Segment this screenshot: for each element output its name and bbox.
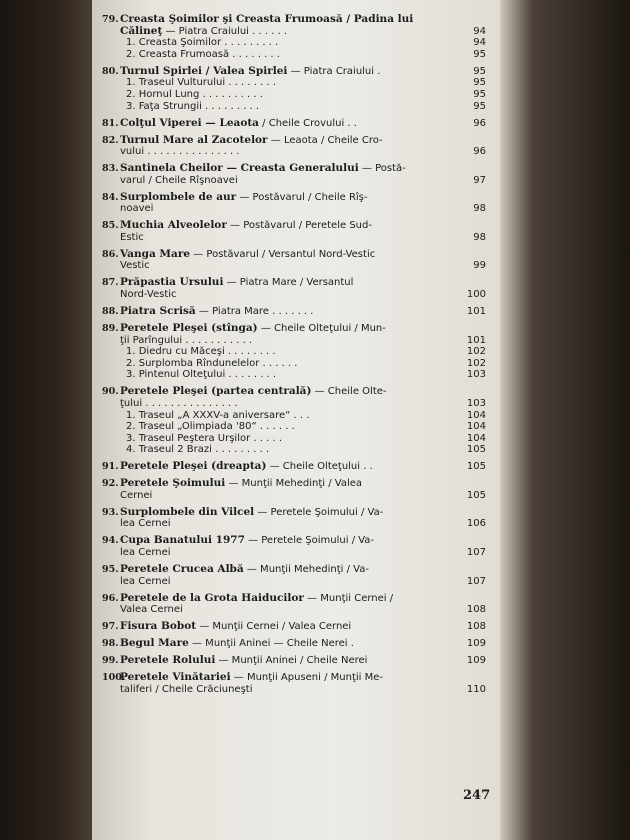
toc-entry-location: — Peretele Şoimului / Va- xyxy=(254,506,384,518)
toc-entry-title: Peretele Şoimului xyxy=(120,477,226,490)
toc-entry-title: Begul Mare xyxy=(120,637,189,650)
toc-subentry-page: 94 xyxy=(473,37,486,49)
toc-subentry xyxy=(126,433,486,445)
toc-entry xyxy=(102,620,486,633)
toc-entry-location: ţii Parîngului . . . . . . . . . . . xyxy=(120,334,253,346)
toc-entry-number: 83. xyxy=(102,163,119,175)
toc-entry-location: — Piatra Mare . . . . . . . xyxy=(195,305,314,317)
toc-entry-location: — Munţii Mehedinţi / Valea xyxy=(225,478,363,490)
toc-entry-line xyxy=(102,671,486,684)
toc-entry-page: 109 xyxy=(466,655,486,667)
toc-entry-location: — Piatra Craiului . xyxy=(287,65,381,77)
toc-entry-title: Călineţ xyxy=(120,24,163,37)
toc-subentry xyxy=(126,369,486,381)
toc-entry-location: Cernei xyxy=(120,489,153,501)
toc-entry-location: noavei xyxy=(120,203,154,215)
toc-entry-number: 90. xyxy=(102,386,119,398)
toc-entry-line xyxy=(120,398,486,410)
toc-entry-number: 99. xyxy=(102,655,119,667)
toc-entry-page: 105 xyxy=(466,489,486,501)
toc-subentry-page: 103 xyxy=(466,369,486,381)
toc-entry-line xyxy=(102,116,486,130)
toc-subentries xyxy=(120,37,486,60)
toc-entry xyxy=(102,162,486,186)
toc-entry-title: Surplombele din Vilcel xyxy=(120,505,255,518)
toc-entry-location: — Munţii Cernei / xyxy=(303,592,394,604)
toc-entry-location: — Leaota / Cheile Cro- xyxy=(267,134,383,146)
toc-subentries xyxy=(120,346,486,381)
toc-entry-title: Turnul Spirlei / Valea Spirlei xyxy=(120,64,288,77)
toc-entry-page: 109 xyxy=(466,638,486,650)
book-page xyxy=(92,0,500,840)
toc-entry-page: 108 xyxy=(466,604,486,616)
toc-entry-location: lea Cernei xyxy=(120,547,171,559)
toc-entry-line xyxy=(120,232,486,244)
toc-entry-number: 98. xyxy=(102,638,119,650)
toc-entry xyxy=(102,385,486,456)
page-number: 247 xyxy=(463,788,491,803)
toc-subentry xyxy=(126,101,486,113)
toc-entry-line xyxy=(120,146,486,158)
toc-entry-line xyxy=(120,684,486,696)
toc-entry-line xyxy=(102,654,486,667)
toc-entry-location: Valea Cernei xyxy=(120,604,183,616)
toc-entry-line xyxy=(102,460,486,473)
toc-subentry-title: 3. Pintenul Olteţului . . . . . . . . xyxy=(126,369,277,381)
toc-entry-title: Peretele Pleşei (stînga) xyxy=(120,321,258,334)
toc-subentry-title: 2. Hornul Lung . . . . . . . . . . xyxy=(126,88,263,100)
toc-entry-location: — Munţii Apuseni / Munţii Me- xyxy=(230,672,383,684)
toc-entry-location: — Munţii Aninei — Cheile Nerei . xyxy=(188,638,354,650)
toc-entry-line xyxy=(102,620,486,633)
toc-entry-page: 96 xyxy=(473,117,486,129)
toc-entry-title: Peretele Pleşei (partea centrală) xyxy=(120,385,312,398)
toc-entry-location: — Postăvarul / Cheile Rîş- xyxy=(236,191,368,203)
toc-subentry xyxy=(126,421,486,433)
toc-entry-line xyxy=(102,276,486,289)
toc-entry-location: Estic xyxy=(120,231,144,243)
toc-subentry-page: 104 xyxy=(466,432,486,444)
toc-subentry-title: 4. Traseul 2 Brazi . . . . . . . . . xyxy=(126,444,270,456)
toc-entry-location: taliferi / Cheile Crăciuneşti xyxy=(120,683,253,695)
toc-entry-page: 98 xyxy=(473,203,486,215)
toc-entry xyxy=(102,671,486,695)
toc-entry xyxy=(102,477,486,501)
toc-entry-title: Peretele Vinătariei xyxy=(120,671,231,684)
toc-entry-line xyxy=(102,477,486,490)
toc-subentry xyxy=(126,77,486,89)
toc-subentry-page: 104 xyxy=(466,409,486,421)
toc-entry-line xyxy=(102,13,486,26)
toc-subentry-page: 95 xyxy=(473,100,486,112)
toc-entry-location: — Munţii Aninei / Cheile Nerei xyxy=(215,655,368,667)
toc-entry-location: lea Cernei xyxy=(120,518,171,530)
toc-entry-page: 107 xyxy=(466,547,486,559)
toc-entry-number: 88. xyxy=(102,305,119,317)
toc-entry-number: 84. xyxy=(102,191,119,203)
toc-entry-location: — Cheile Olteţului / Mun- xyxy=(257,322,386,334)
book-edge-right xyxy=(500,0,630,840)
toc-entry-line xyxy=(102,304,486,318)
toc-entry-page: 95 xyxy=(473,65,486,77)
toc-entry xyxy=(102,637,486,650)
toc-entry-page: 106 xyxy=(466,518,486,530)
toc-entry-location: — Cheile Olteţului . . xyxy=(266,461,373,473)
toc-entry xyxy=(102,247,486,272)
toc-entry xyxy=(102,460,486,473)
toc-entry-line xyxy=(120,335,486,347)
toc-entry-title: Peretele de la Grota Haiducilor xyxy=(120,591,304,604)
toc-subentry-title: 1. Traseul Vulturului . . . . . . . . xyxy=(126,77,276,89)
toc-entry-title: Prăpastia Ursului xyxy=(120,276,224,289)
toc-entry-title: Muchia Alveolelor xyxy=(120,219,227,232)
toc-entry-location: — Peretele Şoimului / Va- xyxy=(244,535,375,547)
toc-entry-location: vului . . . . . . . . . . . . . . . xyxy=(120,146,240,158)
toc-entry-line xyxy=(102,247,486,261)
toc-entry-line xyxy=(102,534,486,547)
toc-entry-line xyxy=(102,321,486,335)
toc-subentry xyxy=(126,358,486,370)
toc-subentry xyxy=(126,410,486,422)
toc-entry-line xyxy=(102,64,486,78)
toc-entry xyxy=(102,133,486,158)
toc-entry-title: Peretele Pleşei (dreapta) xyxy=(120,460,267,473)
book-gutter-left xyxy=(0,0,92,840)
toc-subentry-page: 102 xyxy=(466,346,486,358)
toc-entry-page: 107 xyxy=(466,575,486,587)
toc-entry-title: Creasta Şoimilor şi Creasta Frumoasă / Padina lui xyxy=(120,13,414,25)
toc-entry-title: Peretele Crucea Albă xyxy=(120,563,244,575)
toc-subentry-page: 95 xyxy=(473,88,486,100)
toc-entry-line xyxy=(120,518,486,530)
toc-entry-page: 98 xyxy=(473,231,486,243)
toc-entry-line xyxy=(102,563,486,576)
toc-entry-title: Surplombele de aur xyxy=(120,190,237,203)
toc-entry-number: 81. xyxy=(102,117,119,129)
toc-entry-number: 96. xyxy=(102,592,119,604)
toc-entry-number: 82. xyxy=(102,134,119,146)
toc-subentry-title: 2. Creasta Frumoasă . . . . . . . . xyxy=(126,48,280,60)
toc-entry-line xyxy=(102,162,486,175)
toc-entry xyxy=(102,534,486,559)
toc-entry xyxy=(102,276,486,300)
toc-subentry-page: 95 xyxy=(473,77,486,89)
toc-subentry-title: 1. Diedru cu Măceşi . . . . . . . . xyxy=(126,346,276,358)
toc-subentry-title: 3. Faţa Strungii . . . . . . . . . xyxy=(126,100,260,112)
toc-entry-number: 93. xyxy=(102,506,119,518)
toc-subentry xyxy=(126,444,486,456)
toc-entry-number: 91. xyxy=(102,461,119,473)
toc-entry-line xyxy=(120,260,486,272)
toc-subentry xyxy=(126,37,486,49)
toc-entry-page: 105 xyxy=(466,461,486,473)
toc-entry-line xyxy=(102,219,486,232)
toc-subentry-title: 1. Creasta Şoimilor . . . . . . . . . xyxy=(126,37,279,49)
toc-entry-line xyxy=(120,203,486,215)
toc-entry-line xyxy=(120,289,486,301)
toc-entry-line xyxy=(102,133,486,147)
toc-entry-line xyxy=(102,637,486,650)
toc-subentry-page: 105 xyxy=(466,444,486,456)
toc-entry-page: 97 xyxy=(473,174,486,186)
toc-entry-title: Vanga Mare xyxy=(120,247,191,260)
toc-entry-number: 97. xyxy=(102,621,119,633)
toc-entry-title: Peretele Rolului xyxy=(120,654,216,667)
toc-entry-location: — Postăvarul / Versantul Nord-Vestic xyxy=(190,248,376,260)
toc-entry xyxy=(102,116,486,130)
toc-entry xyxy=(102,64,486,112)
toc-entry-line xyxy=(120,604,486,616)
toc-entry-line xyxy=(120,576,486,588)
toc-entry-title: Turnul Mare al Zacotelor xyxy=(120,133,268,146)
toc-entry-line xyxy=(102,591,486,605)
toc-subentries xyxy=(120,410,486,456)
toc-entry-number: 94. xyxy=(102,535,119,547)
toc-entry-line xyxy=(120,547,486,559)
toc-entry xyxy=(102,654,486,667)
toc-entry-page: 94 xyxy=(473,25,486,37)
toc-entry-page: 103 xyxy=(466,397,486,409)
toc-entry-number: 86. xyxy=(102,248,119,260)
toc-entry xyxy=(102,505,486,530)
toc-entry-location: — Postă- xyxy=(358,163,406,175)
toc-entry-line xyxy=(102,505,486,519)
toc-entry-title: Fisura Bobot xyxy=(120,620,197,633)
toc-entry-title: Cupa Banatului 1977 xyxy=(120,534,245,547)
toc-entry xyxy=(102,563,486,587)
toc-entry-location: / Cheile Crovului . . xyxy=(259,117,357,129)
toc-entry-location: — Postăvarul / Peretele Sud- xyxy=(226,220,372,232)
toc-entry-title: Colţul Viperei — Leaota xyxy=(120,116,259,129)
toc-entry-line xyxy=(120,490,486,502)
toc-entry-number: 95. xyxy=(102,564,119,575)
toc-entry xyxy=(102,591,486,616)
toc-entry-number: 85. xyxy=(102,220,119,232)
toc-entry-line xyxy=(120,175,486,187)
toc-entry-location: — Piatra Craiului . . . . . . xyxy=(162,25,288,37)
toc-subentry-title: 3. Traseul Peştera Urşilor . . . . . xyxy=(126,432,282,444)
toc-entry-number: 100. xyxy=(102,672,126,684)
toc-entry xyxy=(102,304,486,318)
toc-subentry xyxy=(126,346,486,358)
toc-entry-number: 87. xyxy=(102,277,119,289)
toc-subentries xyxy=(120,77,486,112)
toc-entry-line xyxy=(102,190,486,204)
toc-entry-number: 92. xyxy=(102,478,119,490)
toc-entry-line xyxy=(102,385,486,398)
toc-entry-location: — Cheile Olte- xyxy=(311,386,387,398)
toc-entry-page: 101 xyxy=(466,334,486,346)
toc-entry-number: 80. xyxy=(102,65,119,77)
toc-entry-location: varul / Cheile Rîşnoavei xyxy=(120,174,238,186)
toc-entry-location: — Munţii Cernei / Valea Cernei xyxy=(196,621,352,633)
toc-entry-page: 96 xyxy=(473,146,486,158)
toc-entry-title: Piatra Scrisă xyxy=(120,304,196,317)
toc-entry-location: lea Cernei xyxy=(120,575,171,587)
toc-subentry xyxy=(126,49,486,61)
toc-entry-location: — Munţii Mehedinţi / Va- xyxy=(243,564,369,575)
toc-entry-page: 110 xyxy=(466,683,486,695)
toc-entry-title: Santinela Cheilor — Creasta Generalului xyxy=(120,162,359,175)
toc-entry xyxy=(102,190,486,215)
toc-entry-number: 89. xyxy=(102,322,119,334)
toc-entry-number: 79. xyxy=(102,14,119,25)
toc-subentry xyxy=(126,89,486,101)
toc-subentry-page: 104 xyxy=(466,421,486,433)
toc-subentry-title: 1. Traseul „A XXXV-a aniversare“ . . . xyxy=(126,409,310,421)
toc-entry-location: Nord-Vestic xyxy=(120,289,177,300)
table-of-contents xyxy=(102,13,486,701)
toc-entry-page: 101 xyxy=(466,305,486,317)
toc-entry-location: Vestic xyxy=(120,260,150,272)
toc-entry-location: — Piatra Mare / Versantul xyxy=(223,277,354,289)
toc-subentry-page: 95 xyxy=(473,48,486,60)
toc-entry-location: ţului . . . . . . . . . . . . . . . xyxy=(120,397,238,409)
toc-subentry-page: 102 xyxy=(466,357,486,369)
toc-entry-page: 108 xyxy=(466,621,486,633)
toc-entry xyxy=(102,219,486,243)
toc-entry-page: 100 xyxy=(466,289,486,300)
toc-entry xyxy=(102,13,486,60)
toc-entry-page: 99 xyxy=(473,260,486,272)
toc-entry-line xyxy=(120,26,486,38)
toc-subentry-title: 2. Traseul „Olimpiada '80“ . . . . . . xyxy=(126,421,295,433)
toc-subentry-title: 2. Surplomba Rîndunelelor . . . . . . xyxy=(126,357,298,369)
toc-entry xyxy=(102,321,486,381)
